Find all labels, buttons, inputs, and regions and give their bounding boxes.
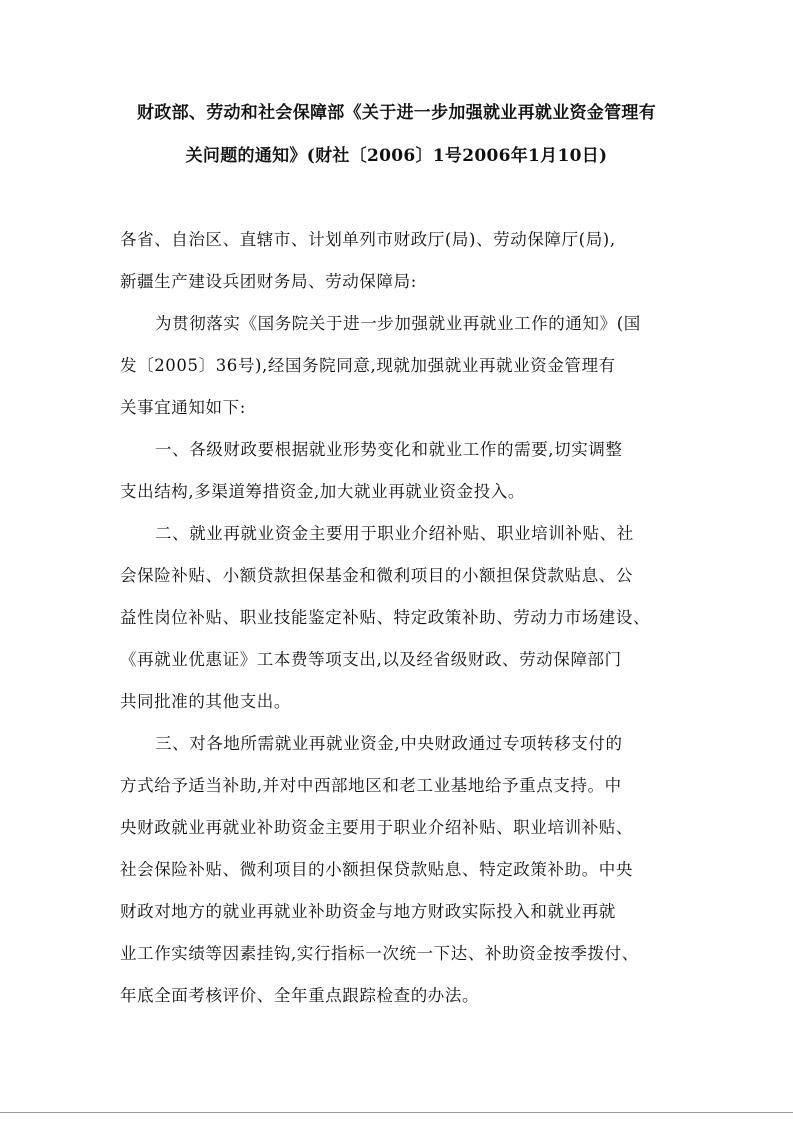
section-1-line-1: 一、各级财政要根据就业形势变化和就业工作的需要,切实调整: [155, 440, 623, 459]
section-3-line-5: 财政对地方的就业再就业补助资金与地方财政实际投入和就业再就: [120, 902, 616, 921]
section-3-line-6: 业工作实绩等因素挂钩,实行指标一次统一下达、补助资金按季拨付、: [120, 944, 639, 963]
section-3-line-4: 社会保险补贴、微利项目的小额担保贷款贴息、特定政策补助。中央: [120, 860, 633, 879]
addressee-line-2: 新疆生产建设兵团财务局、劳动保障局:: [120, 272, 417, 291]
section-2-line-1: 二、就业再就业资金主要用于职业介绍补贴、职业培训补贴、社: [155, 524, 634, 543]
page-bottom-divider: [0, 1112, 793, 1113]
section-3-line-7: 年底全面考核评价、全年重点跟踪检查的办法。: [120, 986, 480, 1005]
section-3-line-1: 三、对各地所需就业再就业资金,中央财政通过专项转移支付的: [155, 734, 623, 753]
section-1-line-2: 支出结构,多渠道筹措资金,加大就业再就业资金投入。: [120, 482, 525, 501]
intro-paragraph-line-2: 发〔2005〕36号),经国务院同意,现就加强就业再就业资金管理有: [120, 356, 616, 375]
intro-paragraph-line-3: 关事宜通知如下:: [120, 398, 246, 417]
section-3-line-2: 方式给予适当补助,并对中西部地区和老工业基地给予重点支持。中: [120, 776, 622, 795]
intro-paragraph-line-1: 为贯彻落实《国务院关于进一步加强就业再就业工作的通知》(国: [155, 314, 641, 333]
section-2-line-3: 益性岗位补贴、职业技能鉴定补贴、特定政策补助、劳动力市场建设、: [120, 608, 651, 627]
document-title-line-2: 关问题的通知》(财社〔2006〕1号2006年1月10日): [185, 146, 608, 166]
section-3-line-3: 央财政就业再就业补助资金主要用于职业介绍补贴、职业培训补贴、: [120, 818, 633, 837]
document-title-line-1: 财政部、劳动和社会保障部《关于进一步加强就业再就业资金管理有: [137, 103, 656, 123]
section-2-line-5: 共同批准的其他支出。: [120, 692, 291, 711]
section-2-line-4: 《再就业优惠证》工本费等项支出,以及经省级财政、劳动保障部门: [120, 650, 622, 669]
section-2-line-2: 会保险补贴、小额贷款担保基金和微利项目的小额担保贷款贴息、公: [120, 566, 633, 585]
addressee-line-1: 各省、自治区、直辖市、计划单列市财政厅(局)、劳动保障厅(局),: [120, 230, 616, 249]
